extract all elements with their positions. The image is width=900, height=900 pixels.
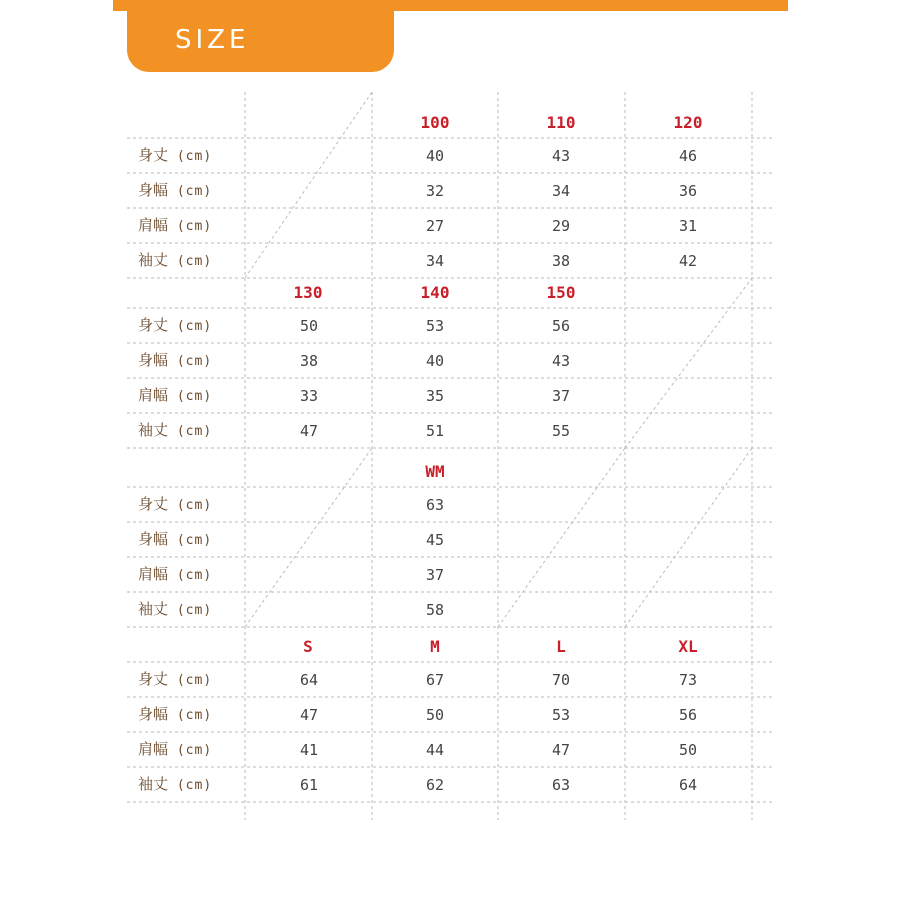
size-column-header: 130 — [293, 283, 323, 302]
empty-cell-slash — [245, 448, 372, 627]
table-cell: 50 — [425, 706, 445, 724]
table-cell: 38 — [299, 352, 319, 370]
table-cell: 50 — [299, 317, 319, 335]
table-cell: 64 — [299, 671, 319, 689]
table-cell: 34 — [551, 182, 571, 200]
row-label — [138, 557, 238, 592]
measurement-name: 袖丈 — [138, 600, 169, 618]
table-cell: 67 — [425, 671, 445, 689]
size-column-header: XL — [678, 637, 698, 656]
measurement-name: 肩幅 — [138, 740, 169, 758]
table-cell: 43 — [551, 352, 571, 370]
table-cell: 38 — [551, 252, 571, 270]
table-cell: 73 — [678, 671, 698, 689]
unit-label: (cm) — [168, 319, 213, 334]
unit-label: (cm) — [168, 389, 213, 404]
empty-cell-slash — [245, 92, 372, 278]
table-cell: 58 — [425, 601, 445, 619]
measurement-name: 袖丈 — [138, 775, 169, 793]
unit-label: (cm) — [168, 219, 213, 234]
table-cell: 42 — [678, 252, 698, 270]
row-label — [138, 413, 238, 448]
measurement-name: 身丈 — [138, 495, 169, 513]
table-cell: 35 — [425, 387, 445, 405]
table-cell: 53 — [425, 317, 445, 335]
table-cell: 56 — [551, 317, 571, 335]
table-cell: 32 — [425, 182, 445, 200]
table-cell: 50 — [678, 741, 698, 759]
empty-cell-slash — [498, 448, 625, 627]
measurement-name: 身幅 — [138, 705, 169, 723]
table-cell: 47 — [551, 741, 571, 759]
unit-label: (cm) — [168, 254, 213, 269]
table-cell: 64 — [678, 776, 698, 794]
table-cell: 45 — [425, 531, 445, 549]
measurement-name: 袖丈 — [138, 421, 169, 439]
table-cell: 44 — [425, 741, 445, 759]
row-label — [138, 697, 238, 732]
unit-label: (cm) — [168, 708, 213, 723]
row-label — [138, 592, 238, 627]
header-accent-bar — [113, 0, 788, 11]
table-cell: 34 — [425, 252, 445, 270]
size-column-header: S — [303, 637, 313, 656]
measurement-name: 肩幅 — [138, 565, 169, 583]
table-cell: 63 — [425, 496, 445, 514]
measurement-name: 身丈 — [138, 146, 169, 164]
page-title: SIZE — [175, 25, 250, 55]
table-cell: 31 — [678, 217, 698, 235]
table-cell: 36 — [678, 182, 698, 200]
row-label — [138, 487, 238, 522]
row-label — [138, 243, 238, 278]
unit-label: (cm) — [168, 533, 213, 548]
unit-label: (cm) — [168, 149, 213, 164]
row-label — [138, 173, 238, 208]
unit-label: (cm) — [168, 354, 213, 369]
table-cell: 51 — [425, 422, 445, 440]
size-column-header: 150 — [546, 283, 576, 302]
unit-label: (cm) — [168, 498, 213, 513]
size-column-header: WM — [425, 462, 445, 481]
table-cell: 53 — [551, 706, 571, 724]
size-column-header: 120 — [673, 113, 703, 132]
size-column-header: 110 — [546, 113, 576, 132]
table-cell: 37 — [425, 566, 445, 584]
size-column-header: 140 — [420, 283, 450, 302]
table-cell: 55 — [551, 422, 571, 440]
unit-label: (cm) — [168, 603, 213, 618]
measurement-name: 肩幅 — [138, 386, 169, 404]
row-label — [138, 343, 238, 378]
row-label — [138, 208, 238, 243]
table-cell: 29 — [551, 217, 571, 235]
unit-label: (cm) — [168, 184, 213, 199]
measurement-name: 身幅 — [138, 530, 169, 548]
table-cell: 43 — [551, 147, 571, 165]
table-cell: 40 — [425, 352, 445, 370]
measurement-name: 身丈 — [138, 316, 169, 334]
row-label — [138, 732, 238, 767]
unit-label: (cm) — [168, 778, 213, 793]
table-cell: 37 — [551, 387, 571, 405]
row-label — [138, 308, 238, 343]
size-header-tab — [127, 11, 394, 72]
table-cell: 56 — [678, 706, 698, 724]
table-cell: 61 — [299, 776, 319, 794]
row-label — [138, 767, 238, 802]
table-cell: 62 — [425, 776, 445, 794]
size-column-header: L — [556, 637, 566, 656]
table-cell: 41 — [299, 741, 319, 759]
size-column-header: 100 — [420, 113, 450, 132]
empty-cell-slash — [625, 278, 752, 448]
table-cell: 40 — [425, 147, 445, 165]
measurement-name: 身丈 — [138, 670, 169, 688]
unit-label: (cm) — [168, 424, 213, 439]
table-cell: 70 — [551, 671, 571, 689]
measurement-name: 身幅 — [138, 181, 169, 199]
row-label — [138, 138, 238, 173]
table-cell: 47 — [299, 422, 319, 440]
measurement-name: 肩幅 — [138, 216, 169, 234]
size-column-header: M — [430, 637, 440, 656]
table-cell: 63 — [551, 776, 571, 794]
empty-cell-slash — [625, 448, 752, 627]
row-label — [138, 378, 238, 413]
unit-label: (cm) — [168, 743, 213, 758]
table-cell: 46 — [678, 147, 698, 165]
unit-label: (cm) — [168, 673, 213, 688]
table-cell: 27 — [425, 217, 445, 235]
table-cell: 33 — [299, 387, 319, 405]
measurement-name: 身幅 — [138, 351, 169, 369]
row-label — [138, 522, 238, 557]
row-label — [138, 662, 238, 697]
table-cell: 47 — [299, 706, 319, 724]
measurement-name: 袖丈 — [138, 251, 169, 269]
unit-label: (cm) — [168, 568, 213, 583]
